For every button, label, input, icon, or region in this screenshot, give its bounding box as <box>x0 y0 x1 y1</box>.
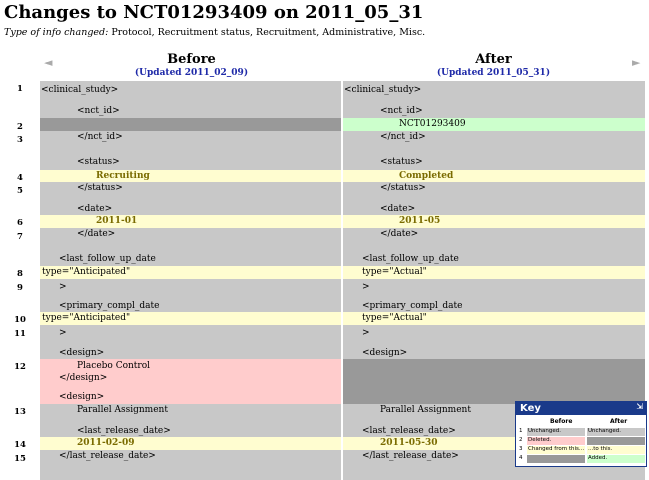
line-number: 12 <box>14 362 26 372</box>
diff-row-unchanged <box>343 131 645 170</box>
xml-text: <nct_id> <box>380 106 423 116</box>
line-number: 11 <box>14 329 26 339</box>
key-row <box>519 446 645 454</box>
diff-row-changed <box>343 266 645 279</box>
key-before: Deleted. <box>527 437 585 445</box>
diff-row-unchanged <box>343 182 645 215</box>
diff-row-unchanged <box>40 228 341 266</box>
diff-row-unchanged <box>40 182 341 215</box>
diff-row-unchanged <box>343 228 645 266</box>
diff-row-unchanged <box>343 81 645 118</box>
change-types <box>4 27 425 38</box>
xml-text: </date> <box>77 229 116 239</box>
line-number: 9 <box>17 283 23 293</box>
before-column-header <box>41 52 342 78</box>
next-arrow-icon[interactable]: ► <box>632 56 641 69</box>
xml-text: <status> <box>380 157 423 167</box>
resize-icon[interactable]: ⇲ <box>636 402 643 411</box>
diff-row-unchanged <box>40 450 341 480</box>
xml-text: <clinical_study> <box>344 85 422 95</box>
key-title: Key <box>520 403 541 414</box>
key-panel[interactable] <box>515 401 647 467</box>
xml-text: </status> <box>77 183 123 193</box>
diff-row-changed <box>343 215 645 228</box>
line-number: 10 <box>14 315 26 325</box>
line-number: 7 <box>17 232 23 242</box>
xml-value: type="Actual" <box>362 313 427 323</box>
diff-row-changed <box>40 312 341 325</box>
xml-text: <design> <box>59 348 105 358</box>
xml-text: </nct_id> <box>77 132 123 142</box>
key-after: ...to this. <box>587 446 645 454</box>
xml-value: Parallel Assignment <box>380 405 471 415</box>
line-number: 3 <box>17 135 23 145</box>
key-row-number: 2 <box>519 437 523 443</box>
key-row <box>519 455 645 463</box>
diff-row-added <box>343 118 645 131</box>
before-updated: (Updated 2011_02_09) <box>134 68 249 78</box>
xml-text: </last_release_date> <box>59 451 156 461</box>
xml-text: </status> <box>380 183 426 193</box>
xml-text: <date> <box>380 204 416 214</box>
xml-text: > <box>59 282 67 292</box>
key-before: Unchanged. <box>527 428 585 436</box>
diff-row-unchanged <box>40 404 341 437</box>
xml-text: > <box>362 282 370 292</box>
xml-value: type="Actual" <box>362 267 427 277</box>
xml-text: </last_release_date> <box>362 451 459 461</box>
xml-text: <nct_id> <box>77 106 120 116</box>
xml-text: <primary_compl_date <box>362 301 463 311</box>
after-updated: (Updated 2011_05_31) <box>436 68 551 78</box>
diff-row-changed <box>40 266 341 279</box>
xml-value: Placebo Control <box>77 361 151 371</box>
diff-row-deleted <box>40 359 341 404</box>
xml-value: type="Anticipated" <box>42 313 131 323</box>
xml-text: > <box>362 328 370 338</box>
line-number: 14 <box>14 440 26 450</box>
diff-row-changed <box>343 170 645 182</box>
xml-text: <design> <box>362 348 408 358</box>
key-after: Added. <box>587 455 645 463</box>
diff-row-blank <box>343 359 645 404</box>
xml-text: <design> <box>59 392 105 402</box>
line-number: 13 <box>14 407 26 417</box>
xml-text: </date> <box>380 229 419 239</box>
key-before <box>527 455 585 463</box>
key-after-header: After <box>610 418 628 425</box>
key-row <box>519 437 645 445</box>
diff-row-unchanged <box>343 325 645 359</box>
after-column-header <box>343 52 644 78</box>
line-number: 1 <box>17 84 23 94</box>
diff-row-changed <box>40 215 341 228</box>
xml-value: 2011-02-09 <box>77 438 135 448</box>
key-row-number: 3 <box>519 446 523 452</box>
before-title: Before <box>167 52 216 67</box>
xml-value: 2011-05-30 <box>380 438 438 448</box>
xml-text: <last_follow_up_date <box>59 254 156 264</box>
prev-arrow-icon[interactable]: ◄ <box>44 56 53 69</box>
key-row-number: 4 <box>519 455 523 461</box>
key-row <box>519 428 645 436</box>
xml-value: 2011-01 <box>96 216 138 226</box>
line-number: 6 <box>17 218 23 228</box>
diff-row-unchanged <box>343 279 645 312</box>
key-row-number: 1 <box>519 428 523 434</box>
key-before: Changed from this... <box>528 446 585 452</box>
diff-row-unchanged <box>40 81 341 118</box>
xml-text: <date> <box>77 204 113 214</box>
xml-text: <primary_compl_date <box>59 301 160 311</box>
page-title: Changes to NCT01293409 on 2011_05_31 <box>4 2 424 23</box>
line-number: 5 <box>17 186 23 196</box>
change-types-label: Type of info changed: <box>4 27 109 38</box>
line-number: 8 <box>17 269 23 279</box>
diff-row-changed <box>40 437 341 450</box>
xml-text: </design> <box>59 373 108 383</box>
line-number: 2 <box>17 122 23 132</box>
key-before-header: Before <box>550 418 573 425</box>
xml-value: 2011-05 <box>399 216 441 226</box>
xml-text: <last_follow_up_date <box>362 254 459 264</box>
xml-text: </nct_id> <box>380 132 426 142</box>
xml-text: <last_release_date> <box>362 426 456 436</box>
diff-row-unchanged <box>40 131 341 170</box>
key-after: Unchanged. <box>587 428 645 436</box>
line-number: 15 <box>14 454 26 464</box>
change-types-value: Protocol, Recruitment status, Recruitment, Administrative, Misc. <box>108 27 426 38</box>
xml-text: <last_release_date> <box>77 426 171 436</box>
diff-row-unchanged <box>40 325 341 359</box>
diff-row-unchanged <box>40 279 341 312</box>
line-number: 4 <box>17 173 23 183</box>
diff-row-changed <box>40 170 341 182</box>
diff-row-changed <box>343 312 645 325</box>
key-titlebar[interactable] <box>516 402 646 415</box>
after-title: After <box>475 52 512 67</box>
xml-value: Completed <box>399 171 454 181</box>
diff-row-blank <box>40 118 341 131</box>
xml-text: > <box>59 328 67 338</box>
xml-value: Parallel Assignment <box>77 405 168 415</box>
xml-text: <clinical_study> <box>41 85 119 95</box>
xml-text: <status> <box>77 157 120 167</box>
xml-value: NCT01293409 <box>399 119 466 129</box>
key-after <box>587 437 645 445</box>
xml-value: type="Anticipated" <box>42 267 131 277</box>
xml-value: Recruiting <box>96 171 150 181</box>
